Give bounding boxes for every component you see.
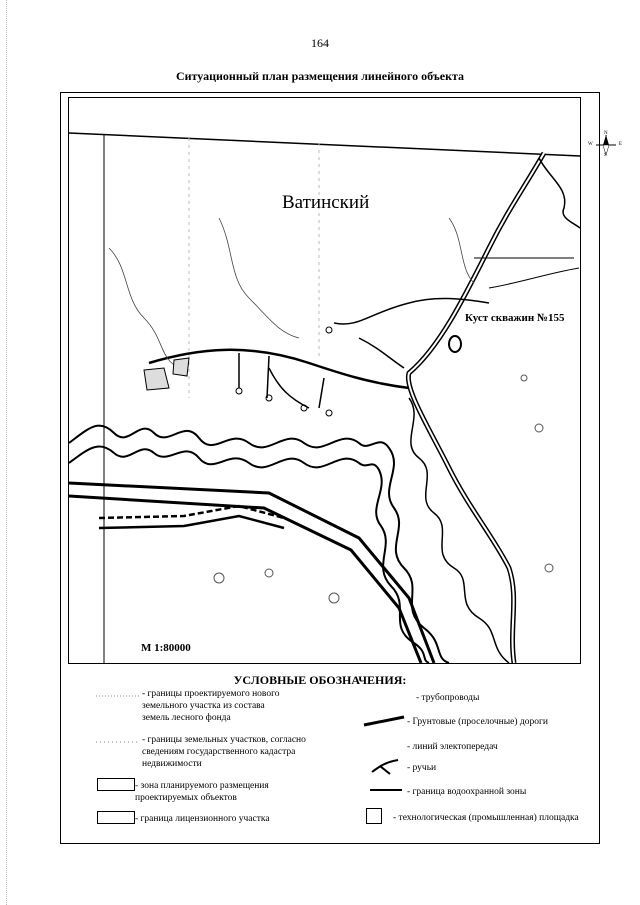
place-name-label: Ватинский <box>282 192 370 213</box>
legend-pipelines <box>416 692 586 704</box>
legend-title: УСЛОВНЫЕ ОБОЗНАЧЕНИЯ: <box>233 673 407 687</box>
canal-2 <box>69 496 421 663</box>
legend-planned-zone <box>135 780 355 804</box>
legend-license <box>135 813 355 825</box>
legend-new-plot <box>142 688 362 724</box>
compass-s: S <box>604 153 607 158</box>
map-scale: М 1:80000 <box>141 642 191 654</box>
situation-map <box>68 97 623 664</box>
compass-w: W <box>588 142 593 147</box>
legend-dirt-roads-text: - Грунтовые (проселочные) дороги <box>407 717 548 727</box>
well-pad <box>449 336 461 352</box>
legend-streams <box>407 762 597 774</box>
legend-pipelines-text: - трубопроводы <box>416 693 480 703</box>
legend-dirt-roads <box>407 716 597 728</box>
compass-e: E <box>619 142 623 147</box>
legend-power-lines <box>407 741 597 753</box>
compass-n: N <box>604 131 608 136</box>
well-pad-label: Куст скважин №155 <box>465 312 565 324</box>
legend-tech-site <box>393 812 603 824</box>
license-boundary-symbol <box>97 811 135 824</box>
legend-cadastre-text: - границы земельных участков, согласно сведениям государственного кадастра недвижимости <box>142 735 306 769</box>
legend-power-lines-text: - линий электопередач <box>407 742 498 752</box>
dirt-road-symbol <box>362 714 406 728</box>
new-plot-symbol <box>96 692 140 700</box>
tech-site-symbol <box>366 808 382 824</box>
page-title: Ситуационный план размещения линейного объекта <box>175 69 465 83</box>
map-drawing <box>69 98 580 663</box>
legend-new-plot-text: - границы проектируемого нового земельного участка из состава земель лесного фонда <box>142 689 280 723</box>
river-bank-1 <box>69 426 449 663</box>
river-bank-2 <box>69 446 429 663</box>
main-road <box>408 153 544 663</box>
legend-water-zone-text: - граница водоохранной зоны <box>407 787 527 797</box>
page-edge-dots <box>6 0 9 905</box>
planned-zone-symbol <box>97 778 135 791</box>
legend-streams-text: - ручьи <box>407 763 437 773</box>
cadastre-symbol <box>96 738 140 746</box>
stream-symbol <box>370 756 400 776</box>
legend-water-zone <box>407 786 597 798</box>
license-boundary-top <box>69 133 580 156</box>
page-number: 164 <box>311 36 329 50</box>
water-zone-symbol <box>370 787 402 793</box>
legend-license-text: - граница лицензионного участка <box>135 814 270 824</box>
legend-tech-site-text: - технологическая (промышленная) площадка <box>393 813 579 823</box>
legend-cadastre <box>142 734 362 770</box>
legend-planned-zone-text: - зона планируемого размещения проектируемых объектов <box>135 781 269 803</box>
